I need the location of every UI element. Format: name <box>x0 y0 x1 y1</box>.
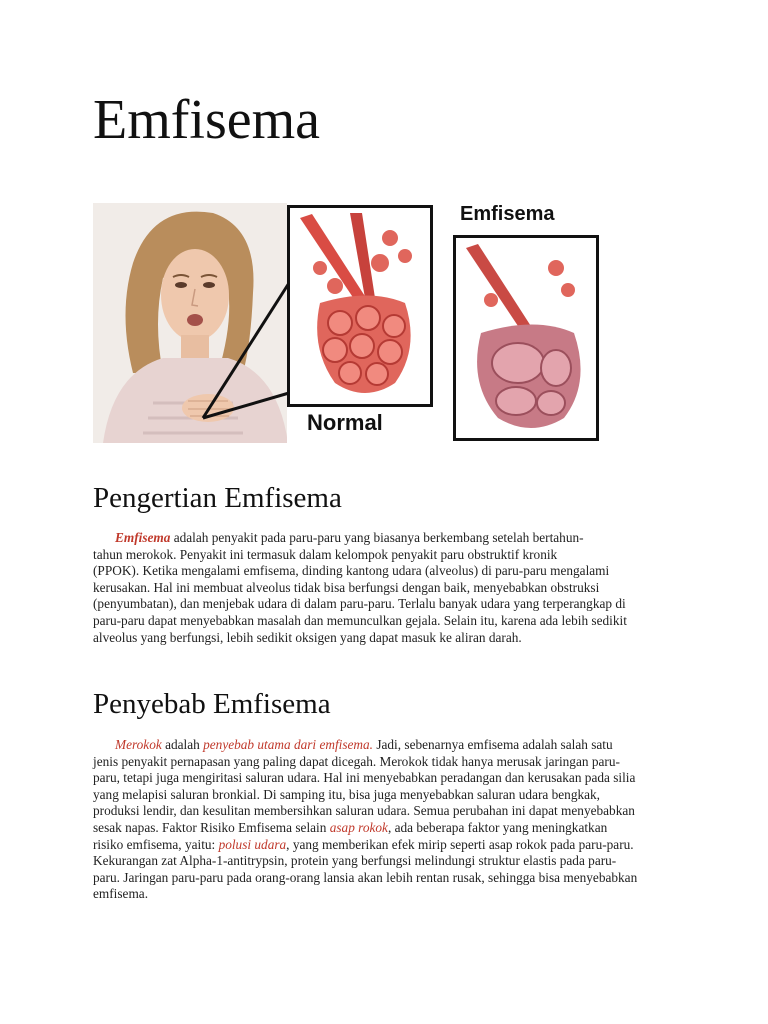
paragraph-line <box>93 820 676 837</box>
paragraph-line <box>93 530 676 547</box>
term-emfisema: Emfisema <box>115 530 171 545</box>
text-span: adalah penyakit pada paru-paru yang biasanya berkembang setelah bertahun- <box>170 530 584 545</box>
paragraph-line: yang melapisi saluran bronkial. Di samping itu, bisa juga menyebabkan saluran udara bengkak, <box>93 786 600 802</box>
page-title: Emfisema <box>93 89 321 151</box>
paragraph-line <box>93 837 676 854</box>
paragraph-line: produksi lendir, dan kesulitan membersihkan saluran udara. Semua perubahan ini dapat menyebabkan <box>93 803 635 819</box>
section-heading-penyebab: Penyebab Emfisema <box>93 688 331 720</box>
paragraph-line: paru. Jaringan paru-paru pada orang-orang lansia akan lebih rentan rusak, sehingga bisa menyebabkan <box>93 869 638 885</box>
normal-alveoli-icon <box>290 208 430 404</box>
normal-label: Normal <box>307 410 383 435</box>
text-span: Jadi, sebenarnya emfisema adalah salah satu <box>373 737 613 752</box>
emfisema-alveoli-icon <box>456 238 596 438</box>
paragraph-line: kerusakan. Hal ini membuat alveolus tidak bisa berfungsi dengan baik, menyebabkan obstruksi <box>93 579 600 595</box>
paragraph-line: (PPOK). Ketika mengalami emfisema, dinding kantong udara (alveolus) di paru-paru mengalami <box>93 563 610 579</box>
section-heading-pengertian: Pengertian Emfisema <box>93 482 342 514</box>
paragraph-line: jenis penyakit pernapasan yang paling dapat dicegah. Merokok tidak hanya merusak jaringan paru- <box>93 753 620 769</box>
paragraph-line: (penyumbatan), dan menjebak udara di dalam paru-paru. Terlalu banyak udara yang terperangkap di <box>93 596 626 612</box>
term-polusi-udara: polusi udara <box>218 836 287 852</box>
text-span: sesak napas. Faktor Risiko Emfisema selain <box>93 819 330 835</box>
normal-lung-panel <box>287 203 437 443</box>
term-asap-rokok: asap rokok <box>329 819 388 835</box>
emfisema-alveoli-box <box>453 235 599 441</box>
emfisema-lung-panel <box>448 203 598 443</box>
text-span: risiko emfisema, yaitu: <box>93 836 219 852</box>
term-merokok: Merokok <box>115 737 162 752</box>
emphysema-illustration <box>93 203 603 443</box>
paragraph-line: Kekurangan zat Alpha-1-antitrypsin, protein yang berfungsi melindungi struktur elastis pada paru- <box>93 853 617 869</box>
paragraph-line: emfisema. <box>93 886 149 902</box>
paragraph-line: alveolus yang berfungsi, lebih sedikit oksigen yang dapat masuk ke aliran darah. <box>93 629 522 645</box>
text-span: adalah <box>161 737 204 752</box>
paragraph-line: paru-paru dapat menyebabkan masalah dan memunculkan gejala. Selain itu, karena ada lebih sedikit <box>93 612 627 628</box>
emfisema-label: Emfisema <box>460 203 555 225</box>
text-span: , ada beberapa faktor yang meningkatkan <box>387 819 608 835</box>
normal-alveoli-box <box>287 205 433 407</box>
paragraph-line: paru, tetapi juga mengiritasi saluran udara. Hal ini menyebabkan peradangan dan kerusakan pada silia <box>93 770 636 786</box>
paragraph-line <box>93 737 676 754</box>
text-span: , yang memberikan efek mirip seperti asap rokok pada paru-paru. <box>286 836 634 852</box>
term-penyebab-utama: penyebab utama dari emfisema. <box>203 737 373 752</box>
paragraph-line: tahun merokok. Penyakit ini termasuk dalam kelompok penyakit paru obstruktif kronik <box>93 546 558 562</box>
paragraph-penyebab <box>93 737 676 903</box>
paragraph-pengertian <box>93 530 676 646</box>
